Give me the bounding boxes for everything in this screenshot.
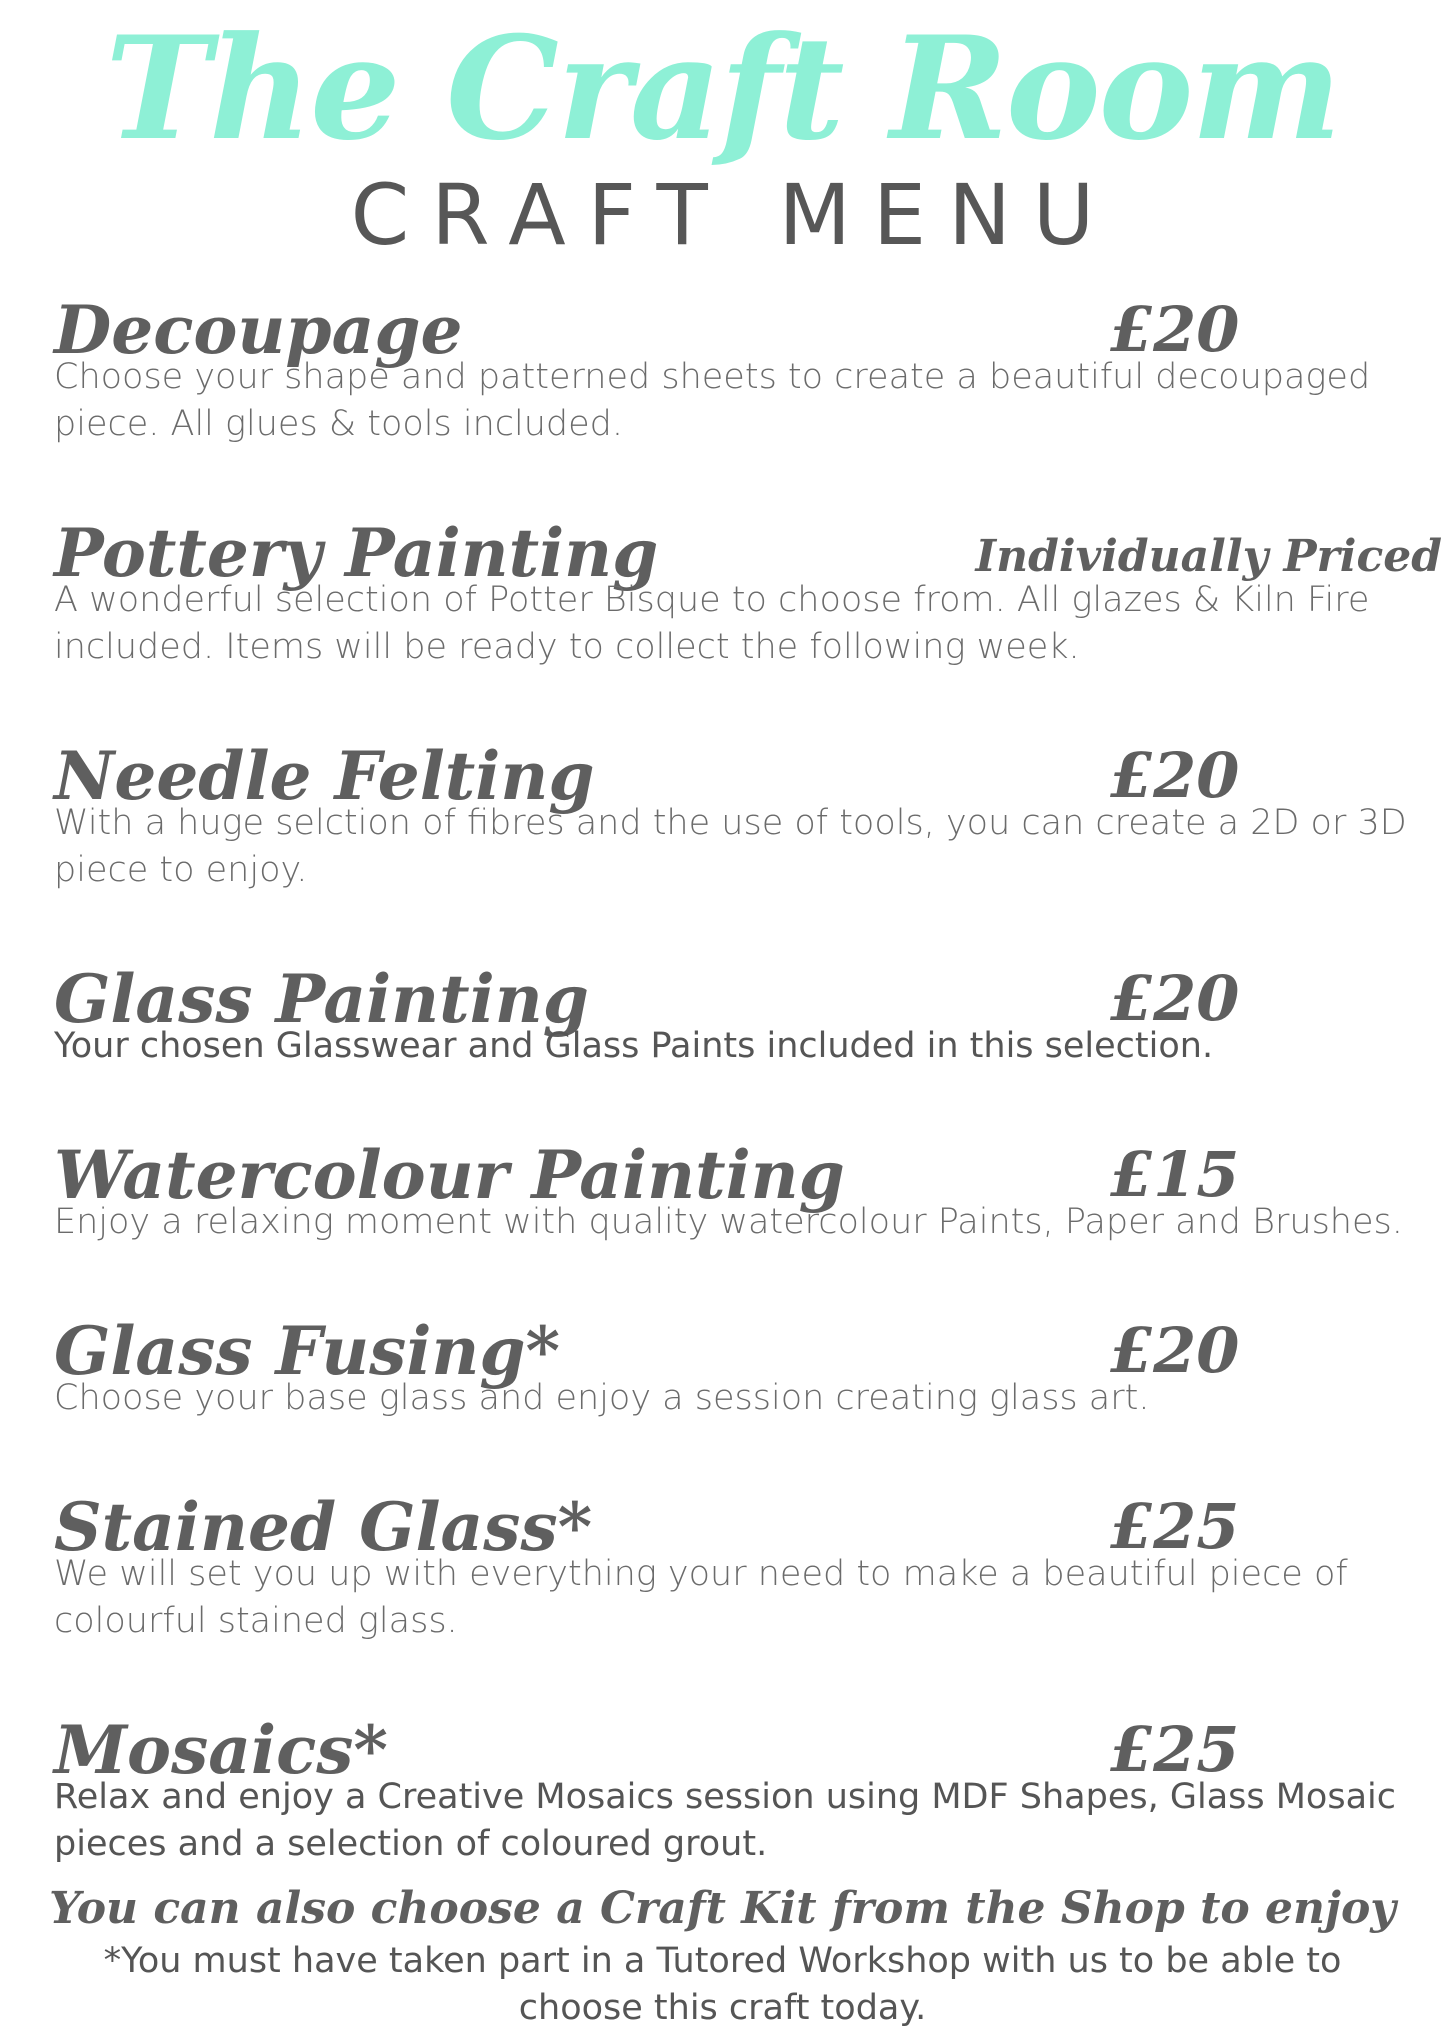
item-price: £20 bbox=[1110, 293, 1240, 366]
item-price: £15 bbox=[1110, 1138, 1240, 1211]
item-description: Relax and enjoy a Creative Mosaics session using MDF Shapes, Glass Mosaic pieces and a selection of coloured grout. bbox=[54, 1777, 1396, 1864]
item-description: We will set you up with everything your need to make a beautiful piece of colourful stained glass. bbox=[54, 1554, 1348, 1641]
workshop-footnote: *You must have taken part in a Tutored Workshop with us to be able to choose this craft today. bbox=[103, 1941, 1342, 2028]
item-name: Mosaics* bbox=[54, 1711, 388, 1789]
item-price: Individually Priced bbox=[975, 531, 1442, 582]
page-title: The Craft Room bbox=[105, 6, 1340, 172]
item-name: Stained Glass* bbox=[54, 1488, 593, 1566]
item-name: Needle Felting bbox=[54, 737, 595, 815]
item-description: With a huge selction of fibres and the use of tools, you can create a 2D or 3D piece to enjoy. bbox=[54, 803, 1407, 890]
item-price: £20 bbox=[1110, 1314, 1240, 1387]
item-name: Watercolour Painting bbox=[54, 1136, 845, 1214]
item-name: Decoupage bbox=[54, 291, 463, 369]
item-description: Your chosen Glasswear and Glass Paints included in this selection. bbox=[54, 1026, 1214, 1066]
item-name: Glass Painting bbox=[54, 960, 589, 1038]
item-price: £25 bbox=[1110, 1713, 1240, 1786]
item-price: £25 bbox=[1110, 1490, 1240, 1563]
item-description: Enjoy a relaxing moment with quality watercolour Paints, Paper and Brushes. bbox=[54, 1202, 1403, 1242]
item-name: Glass Fusing* bbox=[54, 1312, 561, 1390]
item-description: Choose your base glass and enjoy a session creating glass art. bbox=[54, 1378, 1150, 1418]
item-description: Choose your shape and patterned sheets to create a beautiful decoupaged piece. All glues & tools included. bbox=[54, 357, 1371, 444]
page-subtitle: CRAFT MENU bbox=[350, 166, 1117, 264]
item-description: A wonderful selection of Potter Bisque to choose from. All glazes & Kiln Fire included. Items will be ready to collect the following week. bbox=[54, 580, 1370, 667]
item-price: £20 bbox=[1110, 739, 1240, 812]
item-price: £20 bbox=[1110, 962, 1240, 1035]
item-name: Pottery Painting bbox=[54, 514, 659, 592]
craft-kit-note: You can also choose a Craft Kit from the Shop to enjoy bbox=[49, 1883, 1396, 1934]
